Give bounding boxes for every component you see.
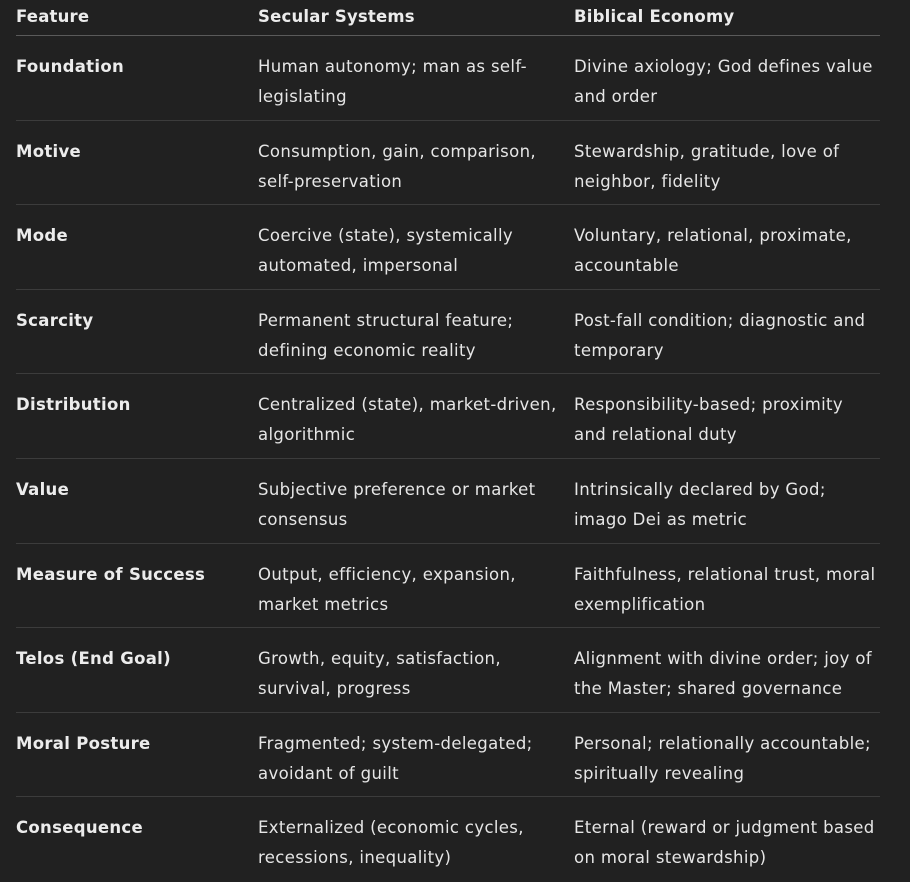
secular-cell: Subjective preference or market consensus bbox=[258, 479, 536, 529]
feature-cell: Mode bbox=[16, 226, 68, 246]
secular-cell: Coercive (state), systemically automated, impersonal bbox=[258, 226, 514, 276]
table-row bbox=[16, 544, 880, 629]
table-row bbox=[16, 36, 880, 121]
table-row bbox=[16, 205, 880, 290]
feature-cell: Telos (End Goal) bbox=[16, 649, 171, 669]
table-row bbox=[16, 459, 880, 544]
table-header bbox=[16, 0, 880, 36]
table-row bbox=[16, 121, 880, 206]
secular-cell: Externalized (economic cycles, recessions, inequality) bbox=[258, 818, 524, 868]
header-secular-systems: Secular Systems bbox=[258, 7, 415, 26]
secular-cell: Human autonomy; man as self-legislating bbox=[258, 57, 527, 106]
secular-cell: Fragmented; system-delegated; avoidant of guilt bbox=[258, 733, 533, 783]
feature-cell: Foundation bbox=[16, 57, 125, 76]
biblical-cell: Responsibility-based; proximity and relational duty bbox=[574, 395, 843, 445]
biblical-cell: Voluntary, relational, proximate, accountable bbox=[574, 226, 852, 276]
table-row bbox=[16, 290, 880, 375]
feature-cell: Motive bbox=[16, 141, 82, 161]
comparison-table bbox=[16, 0, 880, 882]
table-row bbox=[16, 374, 880, 459]
feature-cell: Value bbox=[16, 479, 70, 499]
feature-cell: Consequence bbox=[16, 818, 143, 838]
table-row bbox=[16, 713, 880, 798]
biblical-cell: Alignment with divine order; joy of the Master; shared governance bbox=[574, 649, 872, 699]
feature-cell: Measure of Success bbox=[16, 564, 206, 584]
secular-cell: Growth, equity, satisfaction, survival, progress bbox=[258, 649, 501, 699]
biblical-cell: Stewardship, gratitude, love of neighbor, fidelity bbox=[574, 141, 840, 191]
feature-cell: Distribution bbox=[16, 395, 131, 415]
biblical-cell: Divine axiology; God defines value and order bbox=[574, 57, 873, 106]
secular-cell: Centralized (state), market-driven, algorithmic bbox=[258, 395, 557, 445]
table-row bbox=[16, 797, 880, 882]
biblical-cell: Eternal (reward or judgment based on moral stewardship) bbox=[574, 818, 875, 868]
feature-cell: Scarcity bbox=[16, 310, 94, 330]
secular-cell: Output, efficiency, expansion, market metrics bbox=[258, 564, 516, 614]
biblical-cell: Personal; relationally accountable; spiritually revealing bbox=[574, 733, 871, 783]
header-biblical-economy: Biblical Economy bbox=[574, 7, 735, 26]
biblical-cell: Intrinsically declared by God; imago Dei as metric bbox=[574, 479, 826, 529]
secular-cell: Permanent structural feature; defining economic reality bbox=[258, 310, 514, 360]
biblical-cell: Faithfulness, relational trust, moral exemplification bbox=[574, 564, 876, 614]
table-row bbox=[16, 628, 880, 713]
feature-cell: Moral Posture bbox=[16, 733, 151, 753]
header-feature: Feature bbox=[16, 7, 90, 26]
biblical-cell: Post-fall condition; diagnostic and temporary bbox=[574, 310, 866, 360]
secular-cell: Consumption, gain, comparison, self-preservation bbox=[258, 141, 536, 191]
